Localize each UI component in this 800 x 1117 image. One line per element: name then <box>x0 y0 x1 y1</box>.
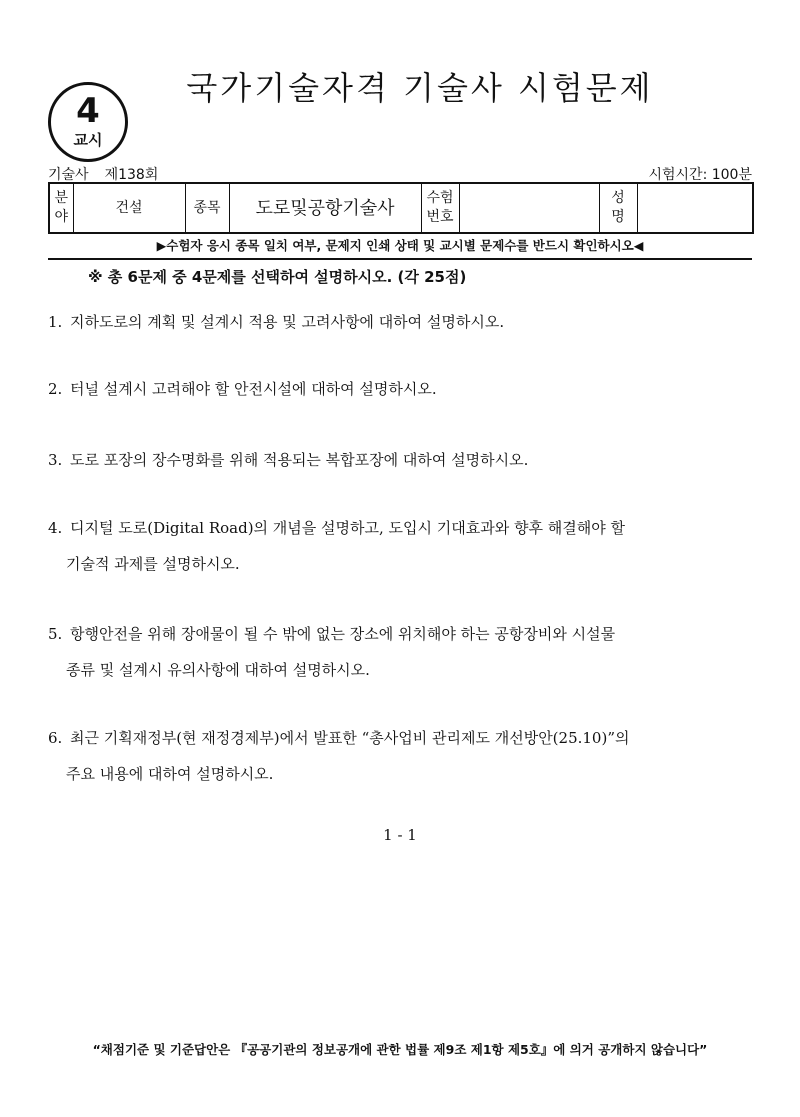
page-number: 1 - 1 <box>383 826 417 844</box>
session-label: 교시 <box>73 131 103 149</box>
instruction: ※ 총 6문제 중 4문제를 선택하여 설명하시오. (각 25점) <box>88 268 467 286</box>
type-value: 도로및공항기술사 <box>229 183 421 233</box>
exam-info-table <box>48 182 754 234</box>
divider <box>48 258 752 260</box>
session-badge <box>48 82 128 162</box>
name-field[interactable] <box>637 183 753 233</box>
field-label: 분 야 <box>49 183 73 233</box>
exam-round: 제138회 <box>104 167 159 183</box>
exam-number-field[interactable] <box>459 183 599 233</box>
question-5: 5. 항행안전을 위해 장애물이 될 수 밖에 없는 장소에 위치해야 하는 공항장비와 시설물 종류 및 설계시 유의사항에 대하여 설명하시오. <box>48 625 616 679</box>
check-notice: ▶수험자 응시 종목 일치 여부, 문제지 인쇄 상태 및 교시별 문제수를 반드시 확인하시오◀ <box>156 238 644 253</box>
question-4: 4. 디지털 도로(Digital Road)의 개념을 설명하고, 도입시 기대효과와 향후 해결해야 할 기술적 과제를 설명하시오. <box>48 519 625 573</box>
exam-category: 기술사 <box>48 167 89 183</box>
exam-meta <box>48 164 174 184</box>
question-2: 2. 터널 설계시 고려해야 할 안전시설에 대하여 설명하시오. <box>48 380 437 398</box>
page-title: 국가기술자격 기술사 시험문제 <box>186 69 654 107</box>
field-value: 건설 <box>73 183 185 233</box>
exam-time: 시험시간: 100분 <box>648 167 752 183</box>
session-number: 4 <box>76 91 100 131</box>
question-3: 3. 도로 포장의 장수명화를 위해 적용되는 복합포장에 대하여 설명하시오. <box>48 451 529 469</box>
name-label: 성 명 <box>599 183 637 233</box>
footer-notice: “채점기준 및 기준답안은 『공공기관의 정보공개에 관한 법률 제9조 제1항 제5호』에 의거 공개하지 않습니다” <box>92 1042 708 1057</box>
type-label: 종목 <box>185 183 229 233</box>
question-6: 6. 최근 기획재정부(현 재정경제부)에서 발표한 “총사업비 관리제도 개선방안(25.10)”의 주요 내용에 대하여 설명하시오. <box>48 729 630 783</box>
exam-number-label: 수험 번호 <box>421 183 459 233</box>
question-1: 1. 지하도로의 계획 및 설계시 적용 및 고려사항에 대하여 설명하시오. <box>48 313 505 331</box>
